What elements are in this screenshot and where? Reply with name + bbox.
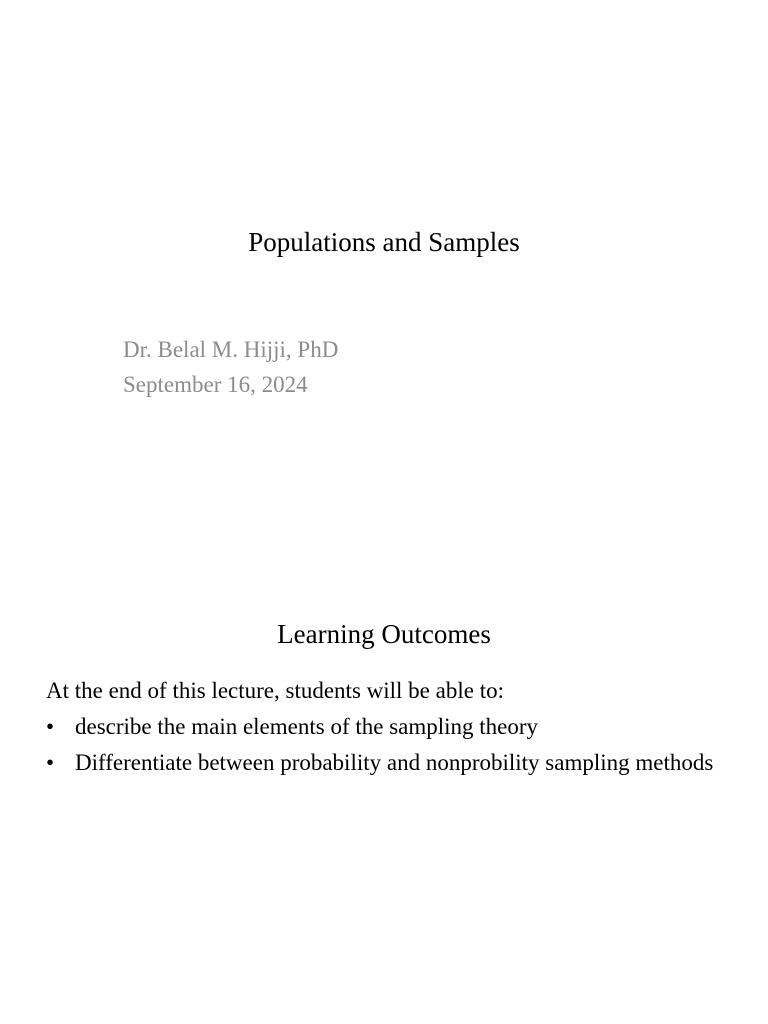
outcomes-list xyxy=(46,712,726,778)
slide-title: Learning Outcomes xyxy=(277,619,491,649)
presentation-date: September 16, 2024 xyxy=(123,372,308,397)
outcome-text: describe the main elements of the sampling theory xyxy=(75,714,539,739)
subtitle-block xyxy=(123,332,338,402)
author-name: Dr. Belal M. Hijji, PhD xyxy=(123,337,339,362)
list-item xyxy=(46,712,726,742)
slide-title: Populations and Samples xyxy=(248,227,520,257)
bullet-icon: • xyxy=(46,714,55,739)
learning-outcomes-slide xyxy=(0,512,768,1024)
list-item xyxy=(46,748,726,778)
slide-body xyxy=(46,676,726,784)
outcome-text: Differentiate between probability and nonprobility sampling methods xyxy=(75,750,714,775)
bullet-icon: • xyxy=(46,750,55,775)
intro-text: At the end of this lecture, students will be able to: xyxy=(46,678,504,703)
